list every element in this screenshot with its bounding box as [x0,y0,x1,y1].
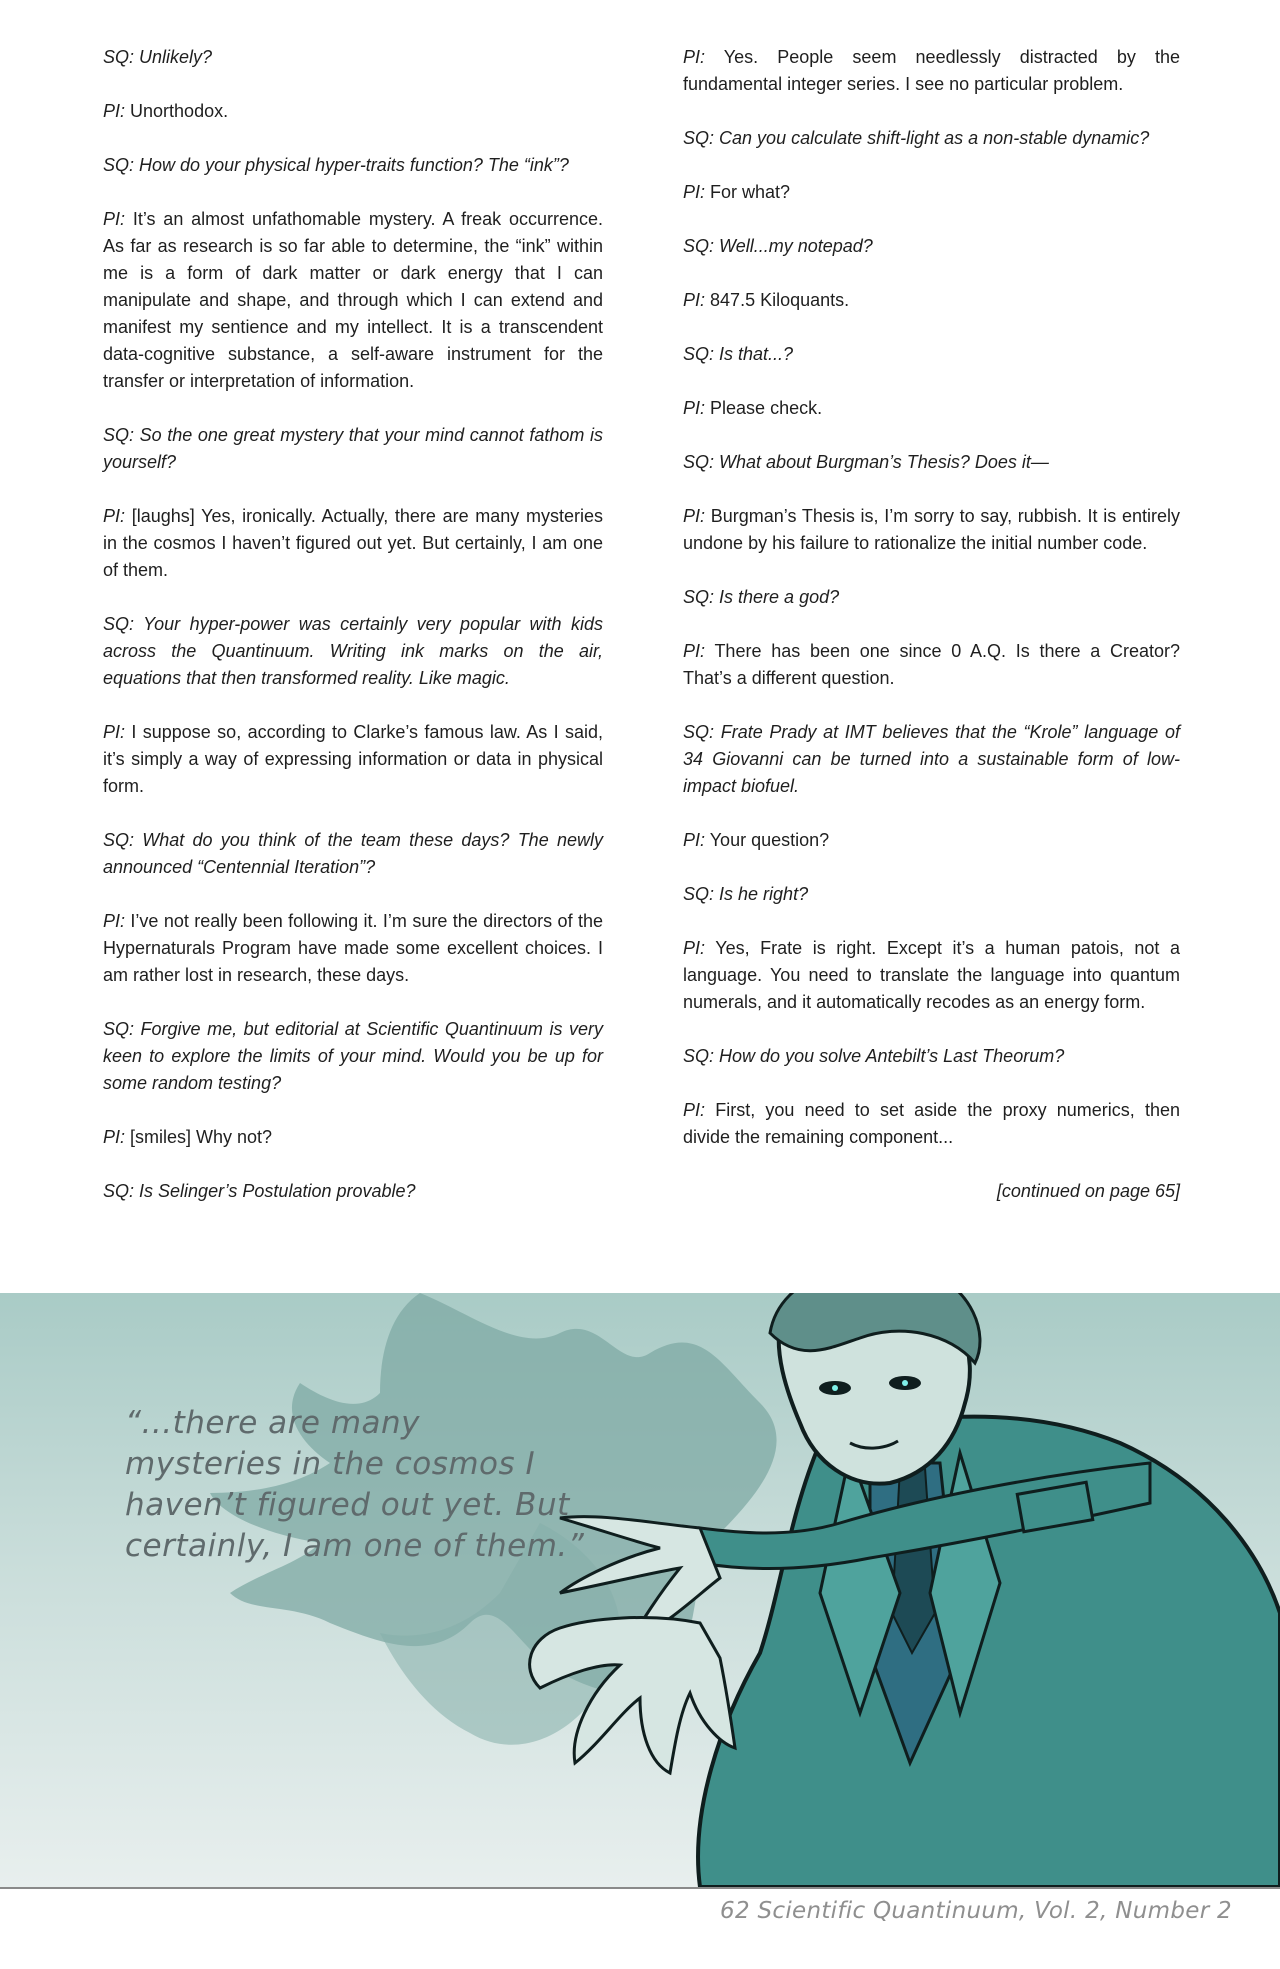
paragraph-text: First, you need to set aside the proxy numerics, then divide the remaining component... [683,1100,1180,1147]
speaker-label: SQ: [683,128,715,148]
illustration [0,1293,1280,1887]
paragraph-text: Is Selinger’s Postulation provable? [139,1181,416,1201]
interview-answer [103,908,603,989]
speaker-label: SQ: [103,155,135,175]
interview-answer [683,44,1180,98]
paragraph-text: There has been one since 0 A.Q. Is there a Creator? That’s a different question. [683,641,1180,688]
paragraph-text: What about Burgman’s Thesis? Does it— [719,452,1049,472]
paragraph-text: Please check. [710,398,823,418]
speaker-label: SQ: [683,452,715,472]
paragraph-text: Can you calculate shift-light as a non-stable dynamic? [719,128,1150,148]
interview-question [683,449,1180,476]
speaker-label: SQ: [683,722,715,742]
speaker-label: PI: [103,101,126,121]
interview-question [103,152,603,179]
paragraph-text: Is he right? [719,884,809,904]
paragraph-text: How do your physical hyper-traits function? The “ink”? [139,155,569,175]
paragraph-text: For what? [710,182,791,202]
interview-question [683,341,1180,368]
interview-answer [683,1097,1180,1151]
speaker-label: PI: [683,1100,706,1120]
interview-answer [683,395,1180,422]
speaker-label: PI: [103,209,126,229]
speaker-label: PI: [103,1127,126,1147]
interview-question [103,827,603,881]
interview-question [683,125,1180,152]
paragraph-text: Is there a god? [719,587,840,607]
interview-answer [683,935,1180,1016]
speaker-label: SQ: [683,884,715,904]
interview-answer [103,503,603,584]
paragraph-text: So the one great mystery that your mind cannot fathom is yourself? [103,425,603,472]
speaker-label: PI: [683,830,706,850]
paragraph-text: Frate Prady at IMT believes that the “Krole” language of 34 Giovanni can be turned into a sustainable form of low-impact biofuel. [683,722,1180,796]
paragraph-text: It’s an almost unfathomable mystery. A freak occurrence. As far as research is so far able to determine, the “ink” within me is a form of dark matter or dark energy that I can manipulate and shape, and through which I can extend and manifest my sentience and my intellect. It is a transcendent data-cognitive substance, a self-aware instrument for the transfer or interpretation of information. [103,209,603,391]
speaker-label: PI: [683,641,706,661]
speaker-label: PI: [683,182,706,202]
interview-question [683,719,1180,800]
interview-question [683,584,1180,611]
interview-answer [103,719,603,800]
left-column [103,44,603,1232]
paragraph-text: Forgive me, but editorial at Scientific Quantinuum is very keen to explore the limits of your mind. Would you be up for some random testing? [103,1019,603,1093]
interview-answer [103,1124,603,1151]
speaker-label: PI: [683,398,706,418]
speaker-label: SQ: [103,47,135,67]
interview-question [103,44,603,71]
paragraph-text: Unlikely? [139,47,213,67]
paragraph-text: 847.5 Kiloquants. [710,290,850,310]
page-footer: 62 Scientific Quantinuum, Vol. 2, Number 2 [720,1898,1232,1924]
speaker-label: SQ: [103,425,135,445]
illustration-graphic [0,1293,1280,1887]
interview-answer [683,827,1180,854]
interview-answer [683,638,1180,692]
paragraph-text: What do you think of the team these days? The newly announced “Centennial Iteration”? [103,830,603,877]
interview-question [683,1043,1180,1070]
interview-answer [103,206,603,395]
speaker-label: SQ: [683,587,715,607]
interview-question [103,422,603,476]
paragraph-text: Yes. People seem needlessly distracted by the fundamental integer series. I see no particular problem. [683,47,1180,94]
interview-answer [103,98,603,125]
speaker-label: PI: [683,938,706,958]
paragraph-text: I suppose so, according to Clarke’s famous law. As I said, it’s simply a way of expressing information or data in physical form. [103,722,603,796]
right-column [683,44,1180,1232]
speaker-label: SQ: [103,1019,135,1039]
interview-question [683,233,1180,260]
interview-question [103,1178,603,1205]
continued-note: [continued on page 65] [996,1181,1180,1201]
speaker-label: SQ: [103,1181,135,1201]
paragraph-text: Unorthodox. [130,101,229,121]
interview-question [103,611,603,692]
paragraph-text: Your question? [709,830,830,850]
speaker-label: SQ: [683,236,715,256]
interview-answer [683,503,1180,557]
paragraph-text: [smiles] Why not? [130,1127,273,1147]
interview-question [683,881,1180,908]
speaker-label: PI: [103,722,126,742]
paragraph-text: Is that...? [719,344,794,364]
speaker-label: PI: [683,506,706,526]
paragraph-text: Well...my notepad? [719,236,873,256]
paragraph-text: [laughs] Yes, ironically. Actually, there are many mysteries in the cosmos I haven’t figured out yet. But certainly, I am one of them. [103,506,603,580]
paragraph-text: Yes, Frate is right. Except it’s a human patois, not a language. You need to translate the language into quantum numerals, and it automatically recodes as an energy form. [683,938,1180,1012]
footer-rule [0,1887,1280,1889]
paragraph-text: How do you solve Antebilt’s Last Theorum? [719,1046,1065,1066]
paragraph-text: Your hyper-power was certainly very popular with kids across the Quantinuum. Writing ink marks on the air, equations that then transformed reality. Like magic. [103,614,603,688]
speaker-label: SQ: [683,344,715,364]
speaker-label: SQ: [103,830,135,850]
interview-answer [683,287,1180,314]
speaker-label: PI: [683,290,706,310]
interview-question [103,1016,603,1097]
speaker-label: PI: [683,47,706,67]
paragraph-text: I’ve not really been following it. I’m sure the directors of the Hypernaturals Program have made some excellent choices. I am rather lost in research, these days. [103,911,603,985]
interview-answer [683,179,1180,206]
speaker-label: SQ: [103,614,135,634]
speaker-label: SQ: [683,1046,715,1066]
speaker-label: PI: [103,506,126,526]
paragraph-text: Burgman’s Thesis is, I’m sorry to say, rubbish. It is entirely undone by his failure to rationalize the initial number code. [683,506,1180,553]
pull-quote: “...there are many mysteries in the cosmos I haven’t figured out yet. But certainly, I am one of them.” [125,1405,585,1564]
speaker-label: PI: [103,911,126,931]
